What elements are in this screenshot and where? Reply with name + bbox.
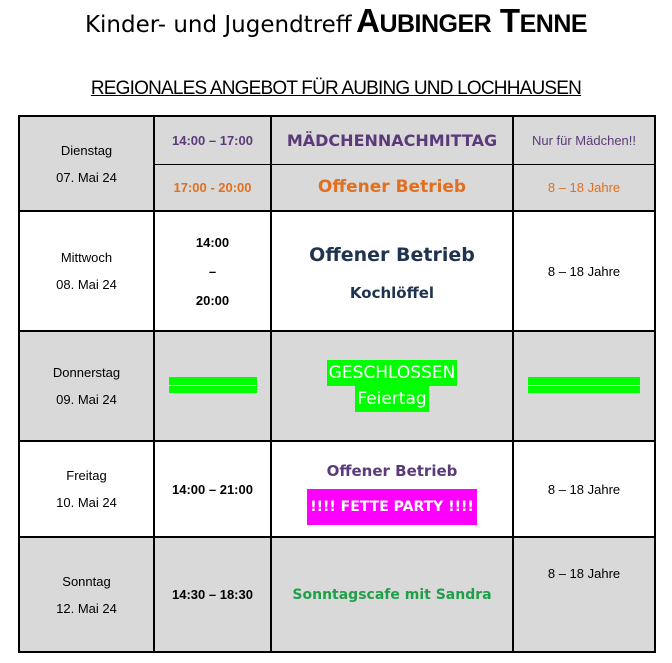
age-cell	[513, 116, 655, 164]
age-text: 8 – 18 Jahre	[547, 566, 621, 581]
event-subtext: Feiertag	[355, 386, 428, 412]
age-text: 8 – 18 Jahre	[547, 179, 621, 195]
page-title	[0, 2, 672, 40]
event-text: Sonntagscafe mit Sandra	[292, 586, 492, 603]
day-date: 12. Mai 24	[56, 600, 117, 616]
time-text: 14:00 – 21:00	[172, 481, 253, 497]
event-cell	[271, 537, 513, 652]
title-brand: AUBINGER TENNE	[356, 2, 588, 39]
time-text: 14:30 – 18:30	[172, 587, 253, 602]
day-date: 10. Mai 24	[56, 495, 117, 510]
event-text: Offener Betrieb	[309, 244, 475, 266]
event-cell	[271, 116, 513, 164]
table-row-thursday	[19, 331, 655, 441]
party-wrap	[272, 489, 512, 525]
event-subtext: Kochlöffel	[349, 284, 435, 302]
event-cell	[271, 164, 513, 211]
age-text: Nur für Mädchen!!	[531, 132, 637, 148]
closed-time-highlight	[169, 377, 257, 393]
title-prefix: Kinder- und Jugendtreff	[84, 12, 352, 38]
day-name: Dienstag	[60, 142, 113, 158]
time-cell	[154, 441, 271, 537]
day-date: 07. Mai 24	[56, 169, 117, 185]
event-cell	[271, 441, 513, 537]
event-text: MÄDCHENNACHMITTAG	[286, 130, 498, 150]
closed-age-highlight	[528, 377, 640, 393]
time-cell	[154, 116, 271, 164]
table-row-sunday	[19, 537, 655, 652]
time-text: 14:00 – 17:00	[172, 132, 253, 148]
day-cell-sunday	[19, 537, 154, 652]
time-dash: –	[208, 263, 217, 279]
age-text: 8 – 18 Jahre	[547, 263, 621, 279]
event-cell	[271, 211, 513, 331]
party-badge: !!!! FETTE PARTY !!!!	[307, 489, 476, 525]
day-date: 08. Mai 24	[56, 277, 117, 292]
day-cell-thursday	[19, 331, 154, 441]
schedule-table	[18, 115, 656, 653]
page-subtitle: REGIONALES ANGEBOT FÜR AUBING UND LOCHHAUSEN	[90, 78, 582, 99]
event-subtext-wrap	[272, 386, 512, 412]
table-row-wednesday	[19, 211, 655, 331]
day-name: Sonntag	[62, 573, 111, 589]
day-name: Donnerstag	[52, 365, 121, 380]
day-cell-friday	[19, 441, 154, 537]
age-cell	[513, 211, 655, 331]
time-cell	[154, 164, 271, 211]
day-cell-tuesday	[19, 116, 154, 211]
age-text: 8 – 18 Jahre	[547, 481, 621, 497]
age-cell	[513, 441, 655, 537]
time-cell	[154, 211, 271, 331]
day-date: 09. Mai 24	[56, 392, 117, 407]
time-start: 14:00	[195, 234, 230, 250]
event-text: Offener Betrieb	[317, 177, 467, 198]
time-cell	[154, 331, 271, 441]
day-name: Mittwoch	[60, 250, 113, 265]
day-cell-wednesday	[19, 211, 154, 331]
event-text: Offener Betrieb	[326, 462, 458, 480]
age-cell	[513, 537, 655, 652]
time-end: 20:00	[195, 292, 230, 308]
age-cell	[513, 331, 655, 441]
day-name: Freitag	[66, 468, 107, 483]
time-text: 17:00 - 20:00	[173, 179, 252, 195]
time-cell	[154, 537, 271, 652]
event-text: GESCHLOSSEN	[327, 360, 458, 386]
table-row-friday	[19, 441, 655, 537]
age-cell	[513, 164, 655, 211]
table-row-tuesday-1	[19, 116, 655, 164]
event-cell	[271, 331, 513, 441]
event-text-wrap	[272, 360, 512, 386]
